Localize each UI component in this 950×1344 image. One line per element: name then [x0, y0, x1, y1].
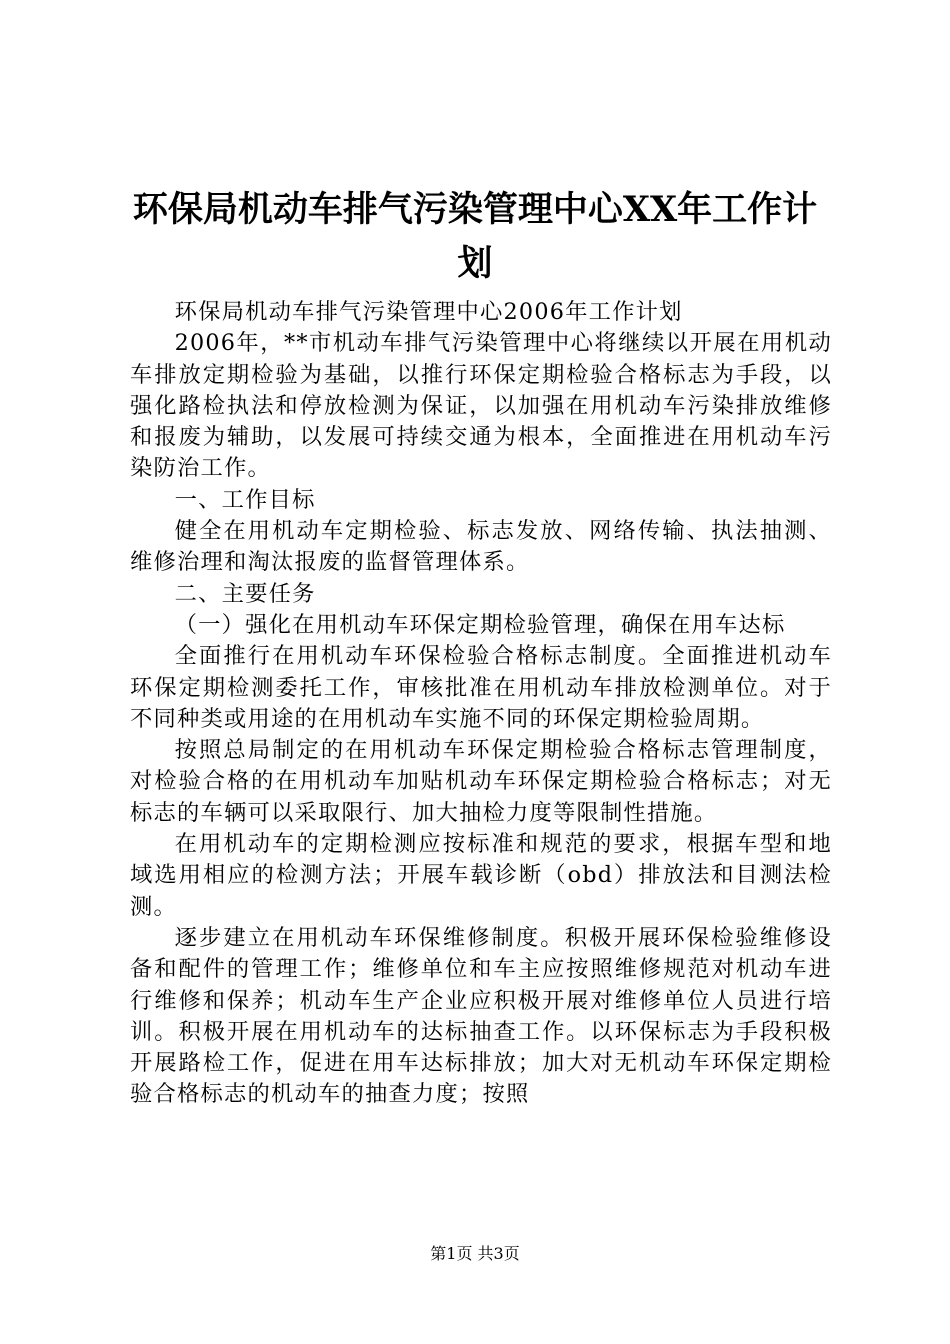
paragraph-subtitle: 环保局机动车排气污染管理中心2006年工作计划: [174, 299, 683, 325]
document-title: 环保局机动车排气污染管理中心XX年工作计划: [132, 189, 818, 284]
paragraph-intro: 2006年，**市机动车排气污染管理中心将继续以开展在用机动车排放定期检验为基础，以推行环保定期检验合格标志为手段，以强化路检执法和停放检测为保证，以加强在用机动车污染排放维修和报废为辅助，以发展可持续交通为根本，全面推进在用机动车污染防治工作。: [130, 330, 832, 482]
paragraph-task-4: 逐步建立在用机动车环保维修制度。积极开展环保检验维修设备和配件的管理工作；维修单位和车主应按照维修规范对机动车进行维修和保养；机动车生产企业应积极开展对维修单位人员进行培训。积极开展在用机动车的达标抽查工作。以环保标志为手段积极开展路检工作，促进在用车达标排放；加大对无机动车环保定期检验合格标志的机动车的抽查力度；按照: [130, 924, 832, 1108]
section-heading-goals: 一、工作目标: [174, 486, 316, 513]
paragraph-task-3: 在用机动车的定期检测应按标准和规范的要求，根据车型和地域选用相应的检测方法；开展车载诊断（obd）排放法和目测法检测。: [130, 831, 832, 920]
subsection-heading-1: （一）强化在用机动车环保定期检验管理，确保在用车达标: [174, 611, 786, 638]
document-body: [130, 297, 832, 1111]
section-heading-tasks: 二、主要任务: [174, 580, 316, 607]
paragraph-task-1: 全面推行在用机动车环保检验合格标志制度。全面推进机动车环保定期检测委托工作，审核批准在用机动车排放检测单位。对于不同种类或用途的在用机动车实施不同的环保定期检验周期。: [130, 643, 832, 732]
paragraph-task-2: 按照总局制定的在用机动车环保定期检验合格标志管理制度，对检验合格的在用机动车加贴机动车环保定期检验合格标志；对无标志的车辆可以采取限行、加大抽检力度等限制性措施。: [130, 737, 832, 826]
paragraph-goals: 健全在用机动车定期检验、标志发放、网络传输、执法抽测、维修治理和淘汰报废的监督管理体系。: [130, 518, 832, 576]
page-footer: 第1页 共3页: [430, 1244, 520, 1263]
